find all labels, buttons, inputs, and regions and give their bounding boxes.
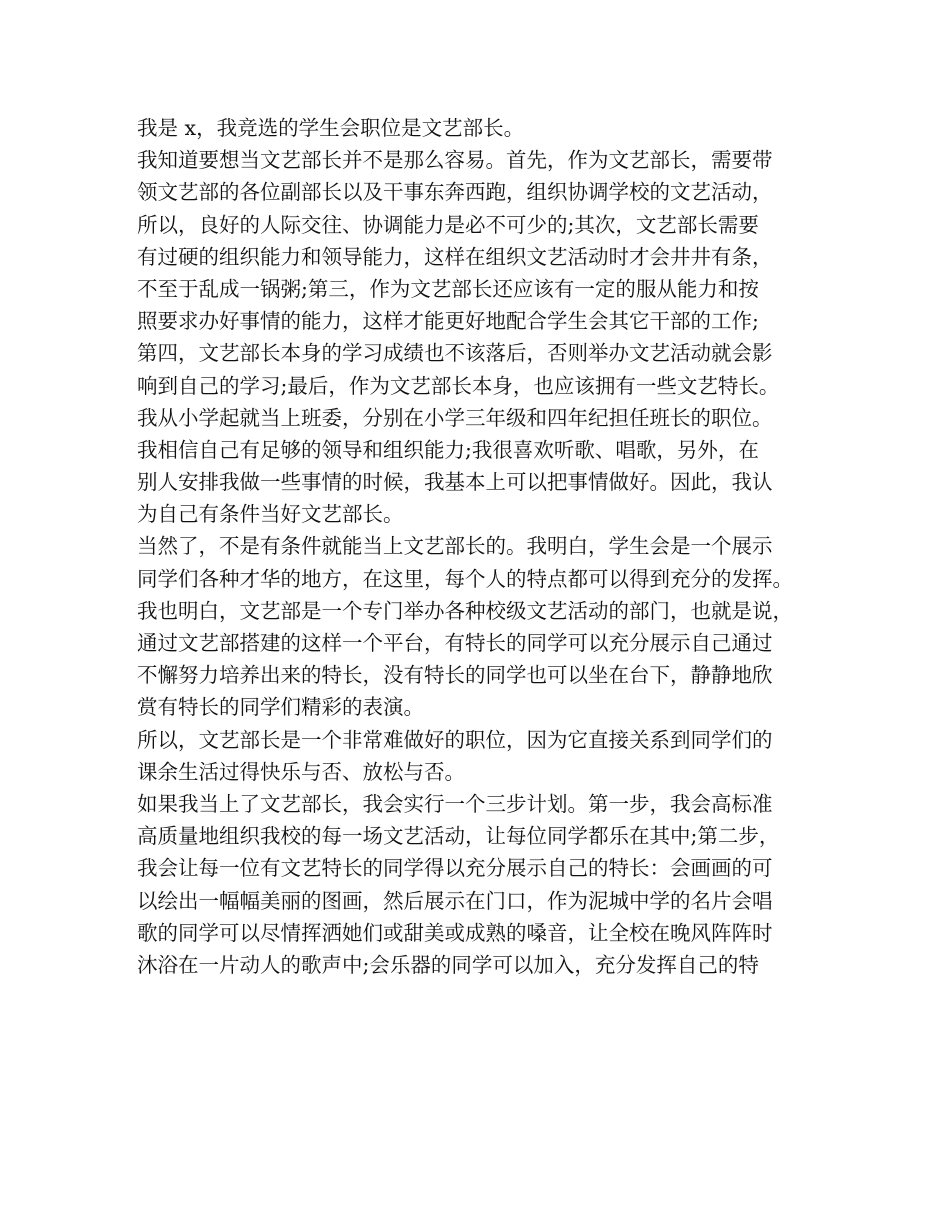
- text-line: 我也明白，文艺部是一个专门举办各种校级文艺活动的部门，也就是说，: [137, 598, 793, 623]
- text-line: 照要求办好事情的能力，这样才能更好地配合学生会其它干部的工作;: [137, 309, 759, 334]
- text-line: 所以，良好的人际交往、协调能力是必不可少的;其次，文艺部长需要: [137, 212, 759, 237]
- text-line: 响到自己的学习;最后，作为文艺部长本身，也应该拥有一些文艺特长。: [137, 373, 780, 398]
- text-line: 如果我当上了文艺部长，我会实行一个三步计划。第一步，我会高标准: [137, 791, 773, 816]
- text-line: 当然了，不是有条件就能当上文艺部长的。我明白，学生会是一个展示: [137, 534, 773, 559]
- text-line: 不懈努力培养出来的特长，没有特长的同学也可以坐在台下，静静地欣: [137, 663, 773, 688]
- text-line: 不至于乱成一锅粥;第三，作为文艺部长还应该有一定的服从能力和按: [137, 276, 759, 301]
- document-body: [137, 112, 837, 981]
- text-line: 为自己有条件当好文艺部长。: [137, 502, 404, 527]
- text-line: 我从小学起就当上班委，分别在小学三年级和四年纪担任班长的职位。: [137, 405, 773, 430]
- text-line: 同学们各种才华的地方，在这里，每个人的特点都可以得到充分的发挥。: [137, 566, 793, 591]
- text-line: 第四，文艺部长本身的学习成绩也不该落后，否则举办文艺活动就会影: [137, 341, 773, 366]
- text-line: 沐浴在一片动人的歌声中;会乐器的同学可以加入，充分发挥自己的特: [137, 952, 759, 977]
- text-line: 赏有特长的同学们精彩的表演。: [137, 695, 424, 720]
- text-line: 我是 x，我竞选的学生会职位是文艺部长。: [137, 116, 525, 140]
- text-line: 歌的同学可以尽情挥洒她们或甜美或成熟的嗓音，让全校在晚风阵阵时: [137, 920, 773, 945]
- text-line: 课余生活过得快乐与否、放松与否。: [137, 759, 465, 784]
- text-line: 我会让每一位有文艺特长的同学得以充分展示自己的特长：会画画的可: [137, 856, 773, 881]
- text-line: 我知道要想当文艺部长并不是那么容易。首先，作为文艺部长，需要带: [137, 148, 773, 173]
- text-line: 领文艺部的各位副部长以及干事东奔西跑，组织协调学校的文艺活动，: [137, 180, 773, 205]
- text-line: 高质量地组织我校的每一场文艺活动，让每位同学都乐在其中;第二步，: [137, 824, 780, 849]
- text-line: 通过文艺部搭建的这样一个平台，有特长的同学可以充分展示自己通过: [137, 631, 773, 655]
- text-line: 以绘出一幅幅美丽的图画，然后展示在门口，作为泥城中学的名片会唱: [137, 888, 773, 913]
- text-line: 有过硬的组织能力和领导能力，这样在组织文艺活动时才会井井有条，: [137, 244, 773, 269]
- text-line: 所以，文艺部长是一个非常难做好的职位，因为它直接关系到同学们的: [137, 727, 773, 752]
- text-line: 别人安排我做一些事情的时候，我基本上可以把事情做好。因此，我认: [137, 470, 773, 495]
- text-line: 我相信自己有足够的领导和组织能力;我很喜欢听歌、唱歌，另外，在: [137, 437, 759, 462]
